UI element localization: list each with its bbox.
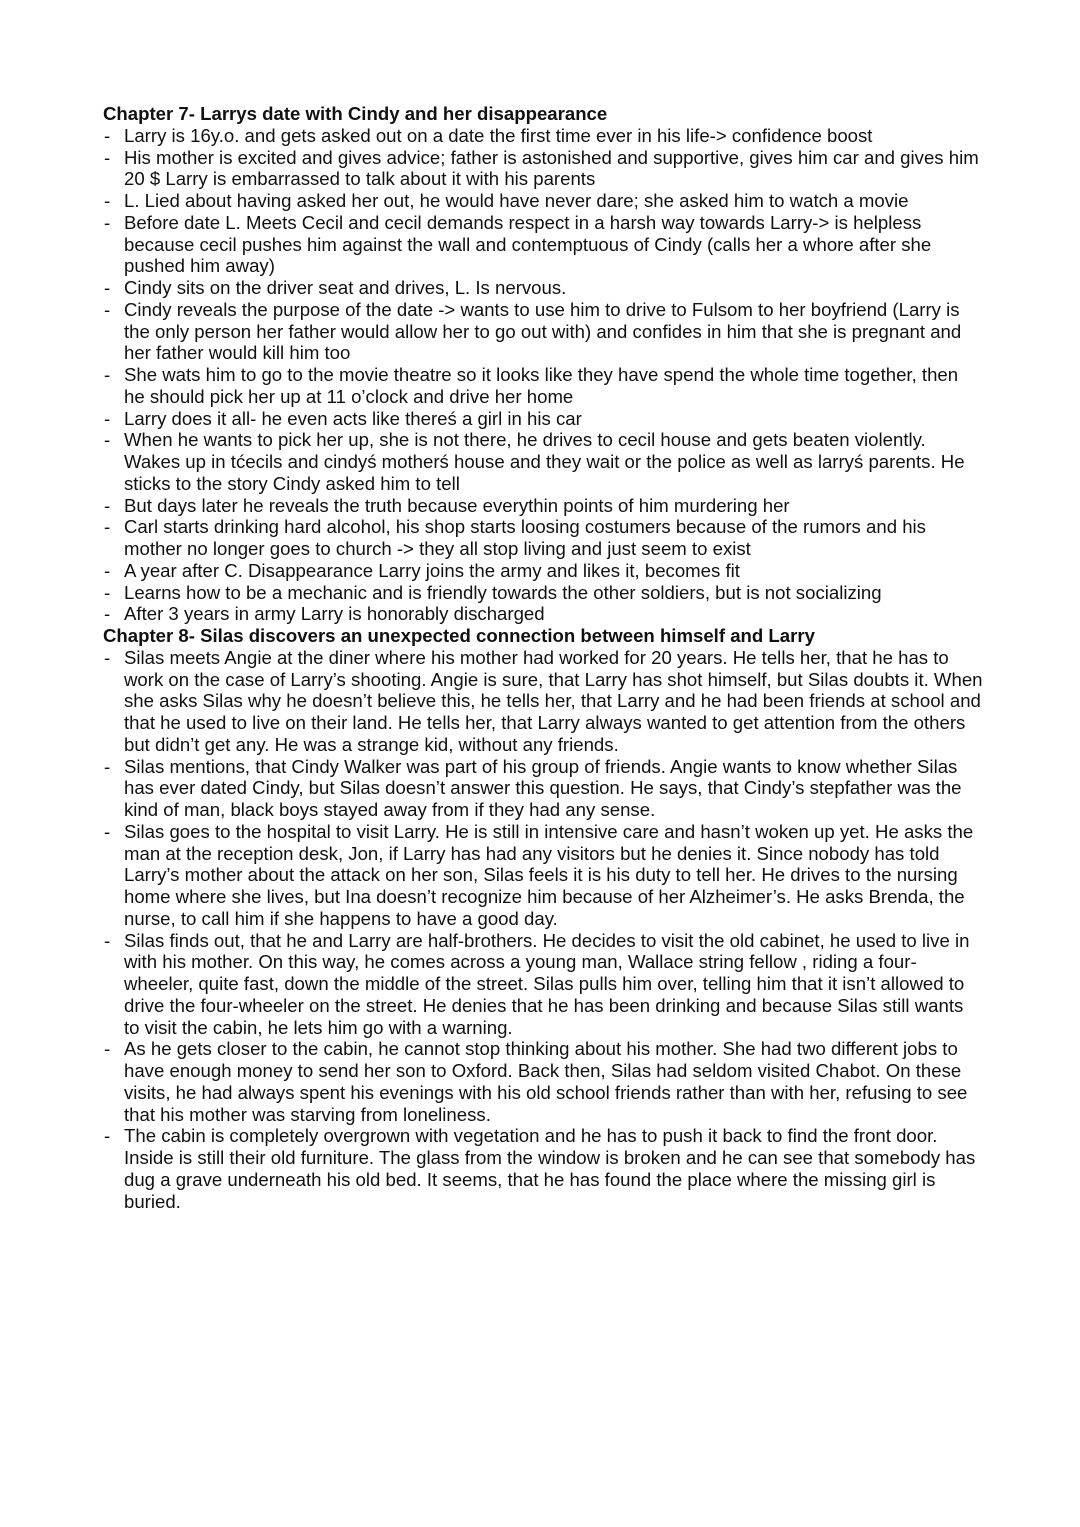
dash-bullet-icon: - — [104, 211, 111, 233]
dash-bullet-icon: - — [104, 190, 111, 211]
dash-bullet-icon: - — [104, 298, 111, 320]
dash-bullet-icon: - — [104, 755, 111, 777]
bullet-text: When he wants to pick her up, she is not there, he drives to cecil house and gets beaten violently. Wakes up in tćecils and cindyś motherś house and they wait or the police as well as larryś parents. He sticks to the story Cindy asked him to tell — [124, 429, 965, 494]
bullet-text: Silas mentions, that Cindy Walker was part of his group of friends. Angie wants to know whether Silas has ever dated Cindy, but Silas doesn’t answer this question. He says, that Cindy’s stepfather was the kind of man, black boys stayed away from if they had any sense. — [124, 755, 962, 820]
bullet-text: Larry does it all- he even acts like thereś a girl in his car — [124, 407, 582, 429]
chapter-8-bullet — [103, 1125, 983, 1212]
dash-bullet-icon: - — [104, 603, 111, 625]
bullet-text: Carl starts drinking hard alcohol, his shop starts loosing costumers because of the rumors and his mother no longer goes to church -> they all stop living and just seem to exist — [124, 516, 926, 559]
dash-bullet-icon: - — [104, 1125, 111, 1147]
chapter-7-bullet — [103, 516, 983, 560]
chapter-8-bullet — [103, 756, 983, 821]
dash-bullet-icon: - — [104, 516, 111, 538]
chapter-8-bullet — [103, 647, 983, 756]
bullet-text: As he gets closer to the cabin, he cannot stop thinking about his mother. She had two different jobs to have enough money to send her son to Oxford. Back then, Silas had seldom visited Chabot. On these visits, he had always spent his evenings with his old school friends rather than with her, refusing to see that his mother was starving from loneliness. — [124, 1038, 968, 1125]
chapter-8-heading: Chapter 8- Silas discovers an unexpected connection between himself and Larry — [103, 625, 815, 646]
dash-bullet-icon: - — [104, 646, 111, 668]
bullet-text: Before date L. Meets Cecil and cecil demands respect in a harsh way towards Larry-> is helpless because cecil pushes him against the wall and contemptuous of Cindy (calls her a whore after she pushed him away) — [124, 211, 932, 277]
chapter-7-bullet — [103, 495, 983, 517]
chapter-7-bullet-list — [103, 125, 983, 625]
dash-bullet-icon: - — [104, 407, 111, 429]
dash-bullet-icon: - — [104, 146, 111, 168]
bullet-text: Cindy sits on the driver seat and drives, L. Is nervous. — [124, 277, 567, 298]
chapter-7-bullet — [103, 299, 983, 364]
dash-bullet-icon: - — [104, 581, 111, 603]
bullet-text: L. Lied about having asked her out, he would have never dare; she asked him to watch a movie — [124, 190, 909, 211]
chapter-7-bullet — [103, 212, 983, 277]
bullet-text: A year after C. Disappearance Larry joins the army and likes it, becomes fit — [124, 559, 740, 581]
chapter-8-bullet-list — [103, 647, 983, 1213]
bullet-text: She wats him to go to the movie theatre so it looks like they have spend the whole time together, then he should pick her up at 11 o’clock and drive her home — [124, 364, 959, 407]
dash-bullet-icon: - — [104, 429, 111, 451]
chapter-7-bullet — [103, 147, 983, 191]
bullet-text: The cabin is completely overgrown with vegetation and he has to push it back to find the front door. Inside is still their old furniture. The glass from the window is broken and he can see that somebody has dug a grave underneath his old bed. It seems, that he has found the place where the missing girl is buried. — [124, 1125, 976, 1212]
bullet-text: Silas finds out, that he and Larry are half-brothers. He decides to visit the old cabinet, he used to live in with his mother. On this way, he comes across a young man, Wallace string fellow , riding a four-wheeler, quite fast, down the middle of the street. Silas pulls him over, telling him that it isn’t allowed to drive the four-wheeler on the street. He denies that he has been drinking and because Silas still wants to visit the cabin, he lets him go with a warning. — [124, 929, 970, 1038]
chapter-7-bullet — [103, 277, 983, 299]
bullet-text: Larry is 16y.o. and gets asked out on a date the first time ever in his life-> confidence boost — [124, 124, 873, 146]
dash-bullet-icon: - — [104, 1038, 111, 1060]
dash-bullet-icon: - — [104, 364, 111, 385]
chapter-7-bullet — [103, 190, 983, 212]
chapter-8-bullet — [103, 821, 983, 930]
chapter-7-bullet — [103, 408, 983, 430]
chapter-8-bullet — [103, 1038, 983, 1125]
dash-bullet-icon: - — [104, 277, 111, 298]
chapter-7-bullet — [103, 582, 983, 604]
chapter-7-bullet — [103, 429, 983, 494]
dash-bullet-icon: - — [104, 820, 111, 842]
dash-bullet-icon: - — [104, 929, 111, 951]
bullet-text: His mother is excited and gives advice; father is astonished and supportive, gives him car and gives him 20 $ Larry is embarrassed to talk about it with his parents — [124, 146, 979, 190]
bullet-text: But days later he reveals the truth because everythin points of him murdering her — [124, 494, 790, 516]
bullet-text: After 3 years in army Larry is honorably discharged — [124, 603, 545, 625]
chapter-7-bullet — [103, 125, 983, 147]
chapter-7-heading: Chapter 7- Larrys date with Cindy and her disappearance — [103, 103, 608, 124]
bullet-text: Silas meets Angie at the diner where his mother had worked for 20 years. He tells her, that he has to work on the case of Larry’s shooting. Angie is sure, that Larry has shot himself, but Silas doubts it. When she asks Silas why he doesn’t believe this, he tells her, that Larry and he had been friends at school and that he used to live on their land. He tells her, that Larry always wanted to get attention from the others but didn’t get any. He was a strange kid, without any friends. — [124, 646, 983, 755]
bullet-text: Cindy reveals the purpose of the date -> wants to use him to drive to Fulsom to her boyfriend (Larry is the only person her father would allow her to go out with) and confides in him that she is pregnant and her father would kill him too — [124, 298, 962, 364]
chapter-8-bullet — [103, 930, 983, 1039]
dash-bullet-icon: - — [104, 559, 111, 581]
dash-bullet-icon: - — [104, 494, 111, 516]
chapter-7-bullet — [103, 560, 983, 582]
chapter-7-bullet — [103, 603, 983, 625]
document-page — [103, 103, 983, 1212]
bullet-text: Silas goes to the hospital to visit Larry. He is still in intensive care and hasn’t woken up yet. He asks the man at the reception desk, Jon, if Larry has had any visitors but he denies it. Since nobody has told Larry’s mother about the attack on her son, Silas feels it is his duty to tell her. He drives to the nursing home where she lives, but Ina doesn’t recognize him because of her Alzheimer’s. He asks Brenda, the nurse, to call him if she happens to have a good day. — [124, 820, 974, 929]
chapter-7-bullet — [103, 364, 983, 408]
dash-bullet-icon: - — [104, 124, 111, 146]
bullet-text: Learns how to be a mechanic and is friendly towards the other soldiers, but is not socializing — [124, 581, 882, 603]
